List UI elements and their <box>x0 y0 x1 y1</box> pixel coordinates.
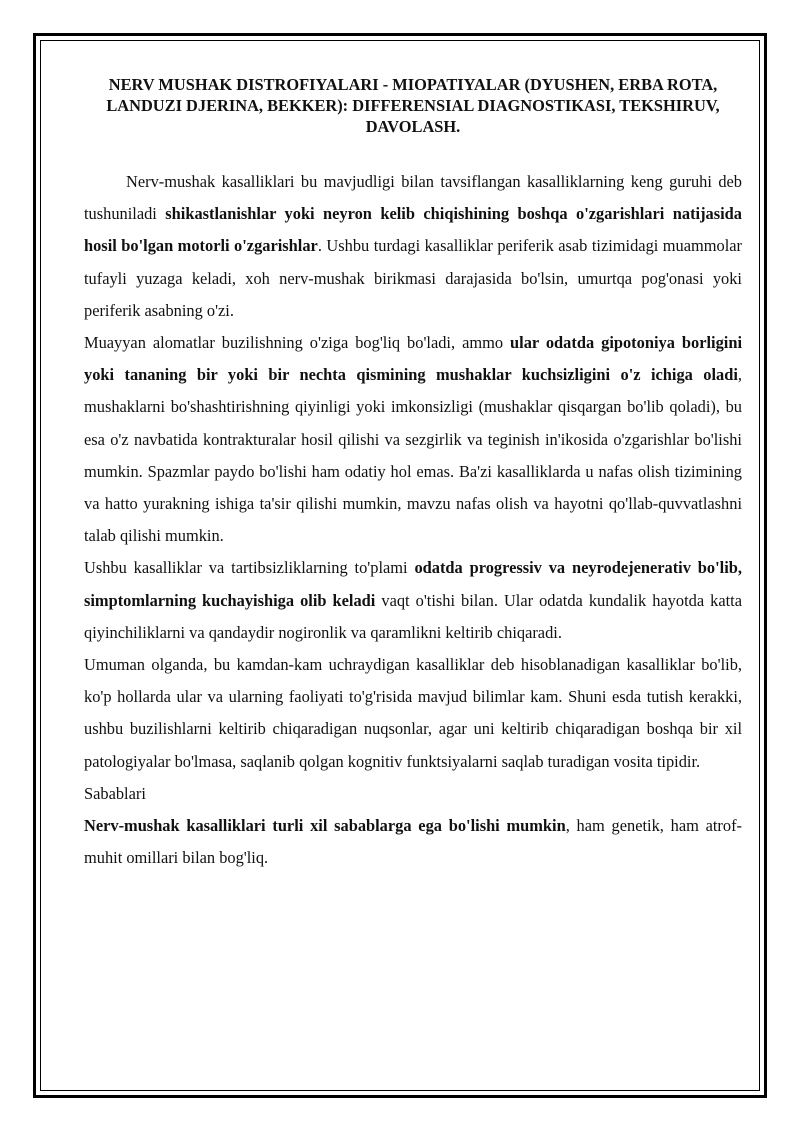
paragraph-5 <box>84 810 742 874</box>
paragraph-1-text-a: Nerv-mushak kasalliklari bu mavjudligi bilan tavsiflangan kasalliklarning keng guruhi deb tushuniladi <box>84 172 742 224</box>
document-body <box>84 74 742 874</box>
paragraph-2 <box>84 327 742 552</box>
section-heading-sabablari: Sabablari <box>84 783 146 803</box>
paragraph-5-bold: Nerv-mushak kasalliklari turli xil sabablarga ega bo'lishi mumkin <box>84 816 566 836</box>
paragraph-3 <box>84 552 742 649</box>
paragraph-4: Umuman olganda, bu kamdan-kam uchraydigan kasalliklar deb hisoblanadigan kasalliklar bo'lib, ko'p hollarda ular va ularning faoliyati to'g'risida mavjud bilimlar kam. Shuni esda tutish kerakki, ushbu buzilishlarni keltirib chiqaradigan nuqsonlar, agar uni keltirib chiqaradigan boshqa bir xil patologiyalar bo'lmasa, saqlanib qolgan kognitiv funktsiyalarni saqlab turadigan vosita tipidir. <box>84 655 742 771</box>
paragraph-3-text-a: Ushbu kasalliklar va tartibsizliklarning to'plami <box>84 558 415 578</box>
paragraph-2-text-b: , mushaklarni bo'shashtirishning qiyinligi yoki imkonsizligi (mushaklar qisqargan bo'lib qoladi), bu esa o'z navbatida kontrakturalar hosil qilishi va sezgirlik va teginish in'ikosida o'zgarishlar bo'lishi mumkin. Spazmlar paydo bo'lishi ham odatiy hol emas. Ba'zi kasalliklarda u nafas olish tizimining va hatto yurakning ishiga ta'sir qilishi mumkin, mavzu nafas olish va hayotni qo'llab-quvvatlashni talab qilishi mumkin. <box>84 365 742 546</box>
paragraph-3-bold: odatda progressiv va neyrodejenerativ bo'lib, simptomlarning kuchayishiga olib keladi <box>84 558 742 610</box>
paragraph-2-bold: ular odatda gipotoniya borligini yoki tananing bir yoki bir nechta qismining mushaklar kuchsizligini o'z ichiga oladi <box>84 333 742 385</box>
paragraph-1 <box>84 166 742 327</box>
paragraph-5-text-b: , ham genetik, ham atrof-muhit omillari bilan bog'liq. <box>84 816 742 868</box>
paragraph-2-text-a: Muayyan alomatlar buzilishning o'ziga bog'liq bo'ladi, ammo <box>84 333 511 353</box>
document-title: NERV MUSHAK DISTROFIYALARI - MIOPATIYALAR (DYUSHEN, ERBA ROTA, LANDUZI DJERINA, BEKKER): DIFFERENSIAL DIAGNOSTIKASI, TEKSHIRUV, DAVOLASH. <box>106 75 720 136</box>
paragraph-1-bold: shikastlanishlar yoki neyron kelib chiqishining boshqa o'zgarishlari natijasida hosil bo'lgan motorli o'zgarishlar <box>84 204 742 256</box>
paragraph-1-text-b: . Ushbu turdagi kasalliklar periferik asab tizimidagi muammolar tufayli yuzaga keladi, xoh nerv-mushak birikmasi darajasida bo'lsin, umurtqa pog'onasi yoki periferik asabning o'zi. <box>84 236 743 320</box>
paragraph-3-text-b: vaqt o'tishi bilan. Ular odatda kundalik hayotda katta qiyinchiliklarni va qandaydir nogironlik va qaramlikni keltirib chiqaradi. <box>84 590 742 642</box>
